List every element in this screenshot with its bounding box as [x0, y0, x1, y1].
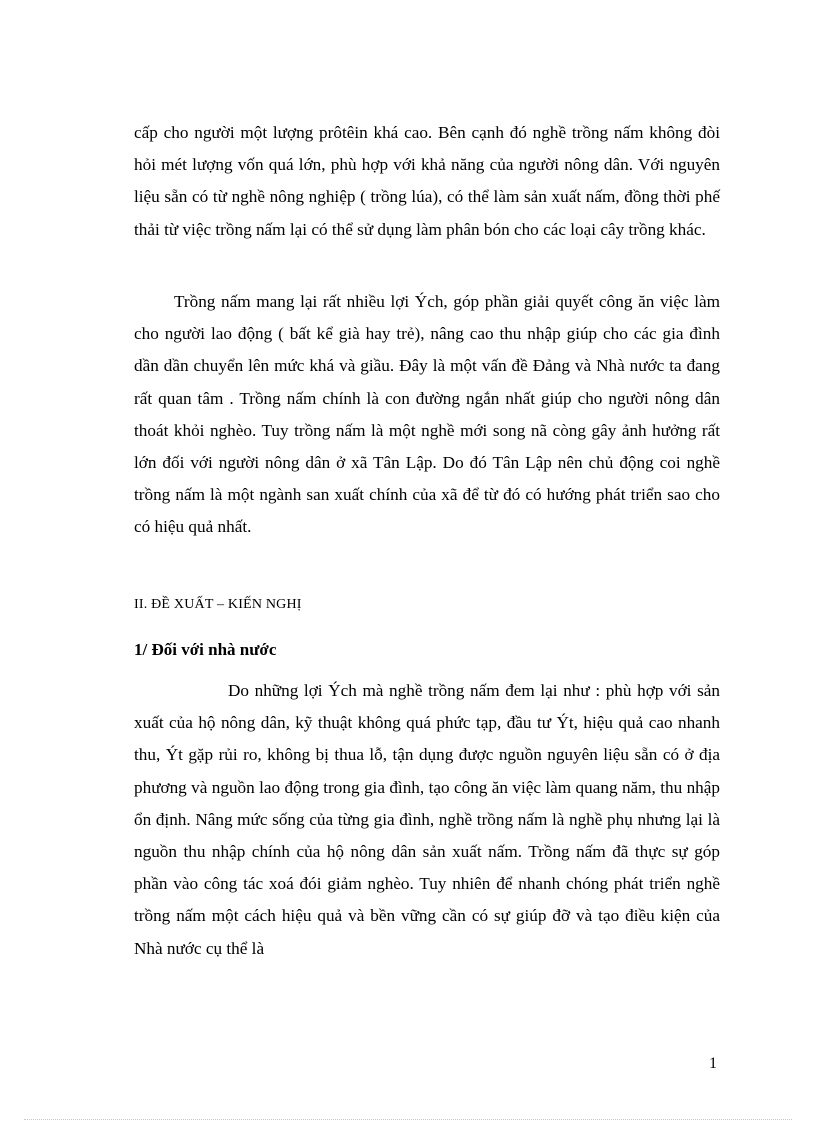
paragraph-benefits: Trồng nấm mang lại rất nhiều lợi Ých, góp phần giải quyết công ăn việc làm cho người lao động ( bất kể già hay trẻ), nâng cao thu nhập giúp cho các gia đình dần dần chuyển lên mức khá và giầu. Đây là một vấn đề Đảng và Nhà nước ta đang rất quan tâm . Trồng nấm chính là con đường ngắn nhất giúp cho người nông dân thoát khỏi nghèo. Tuy trồng nấm là một nghề mới song nã còng gây ảnh hưởng rất lớn đối với người nông dân ở xã Tân Lập. Do đó Tân Lập nên chủ động coi nghề trồng nấm là một ngành san xuất chính của xã để từ đó có hướng phát triển sao cho có hiệu quả nhất.	[134, 292, 720, 537]
section-heading: II. ĐỀ XUẤT – KIẾN NGHỊ	[134, 597, 302, 612]
paragraph-recommendations: Do những lợi Ých mà nghề trồng nấm đem lại như : phù hợp với sản xuất của hộ nông dân, kỹ thuật không quá phức tạp, đầu tư Ýt, hiệu quả cao nhanh thu, Ýt gặp rủi ro, không bị thua lỗ, tận dụng được nguồn nguyên liệu sẵn có ở địa phương và nguồn lao động trong gia đình, tạo công ăn việc làm quang năm, thu nhập ổn định. Nâng mức sống của từng gia đình, nghề trồng nấm là nghề phụ nhưng lại là nguồn thu nhập chính của hộ nông dân sản xuất nấm. Trồng nấm đã thực sự góp phần vào công tác xoá đói giảm nghèo. Tuy nhiên để nhanh chóng phát triển nghề trồng nấm một cách hiệu quả và bền vững cần có sự giúp đỡ và tạo điều kiện của Nhà nước cụ thể là	[134, 681, 720, 958]
page-number: 1	[709, 1055, 717, 1072]
footer-divider	[24, 1119, 792, 1120]
paragraph-intro-continued: cấp cho người một lượng prôtêin khá cao. Bên cạnh đó nghề trồng nấm không đòi hỏi mét lượng vốn quá lớn, phù hợp với khả năng của người nông dân. Với nguyên liệu sẵn có từ nghề nông nghiệp ( trồng lúa), có thể làm sản xuất nấm, đồng thời phế thải từ việc trồng nấm lại có thể sử dụng làm phân bón cho các loại cây trồng khác.	[134, 123, 720, 239]
subsection-heading: 1/ Đối với nhà nước	[134, 640, 277, 659]
